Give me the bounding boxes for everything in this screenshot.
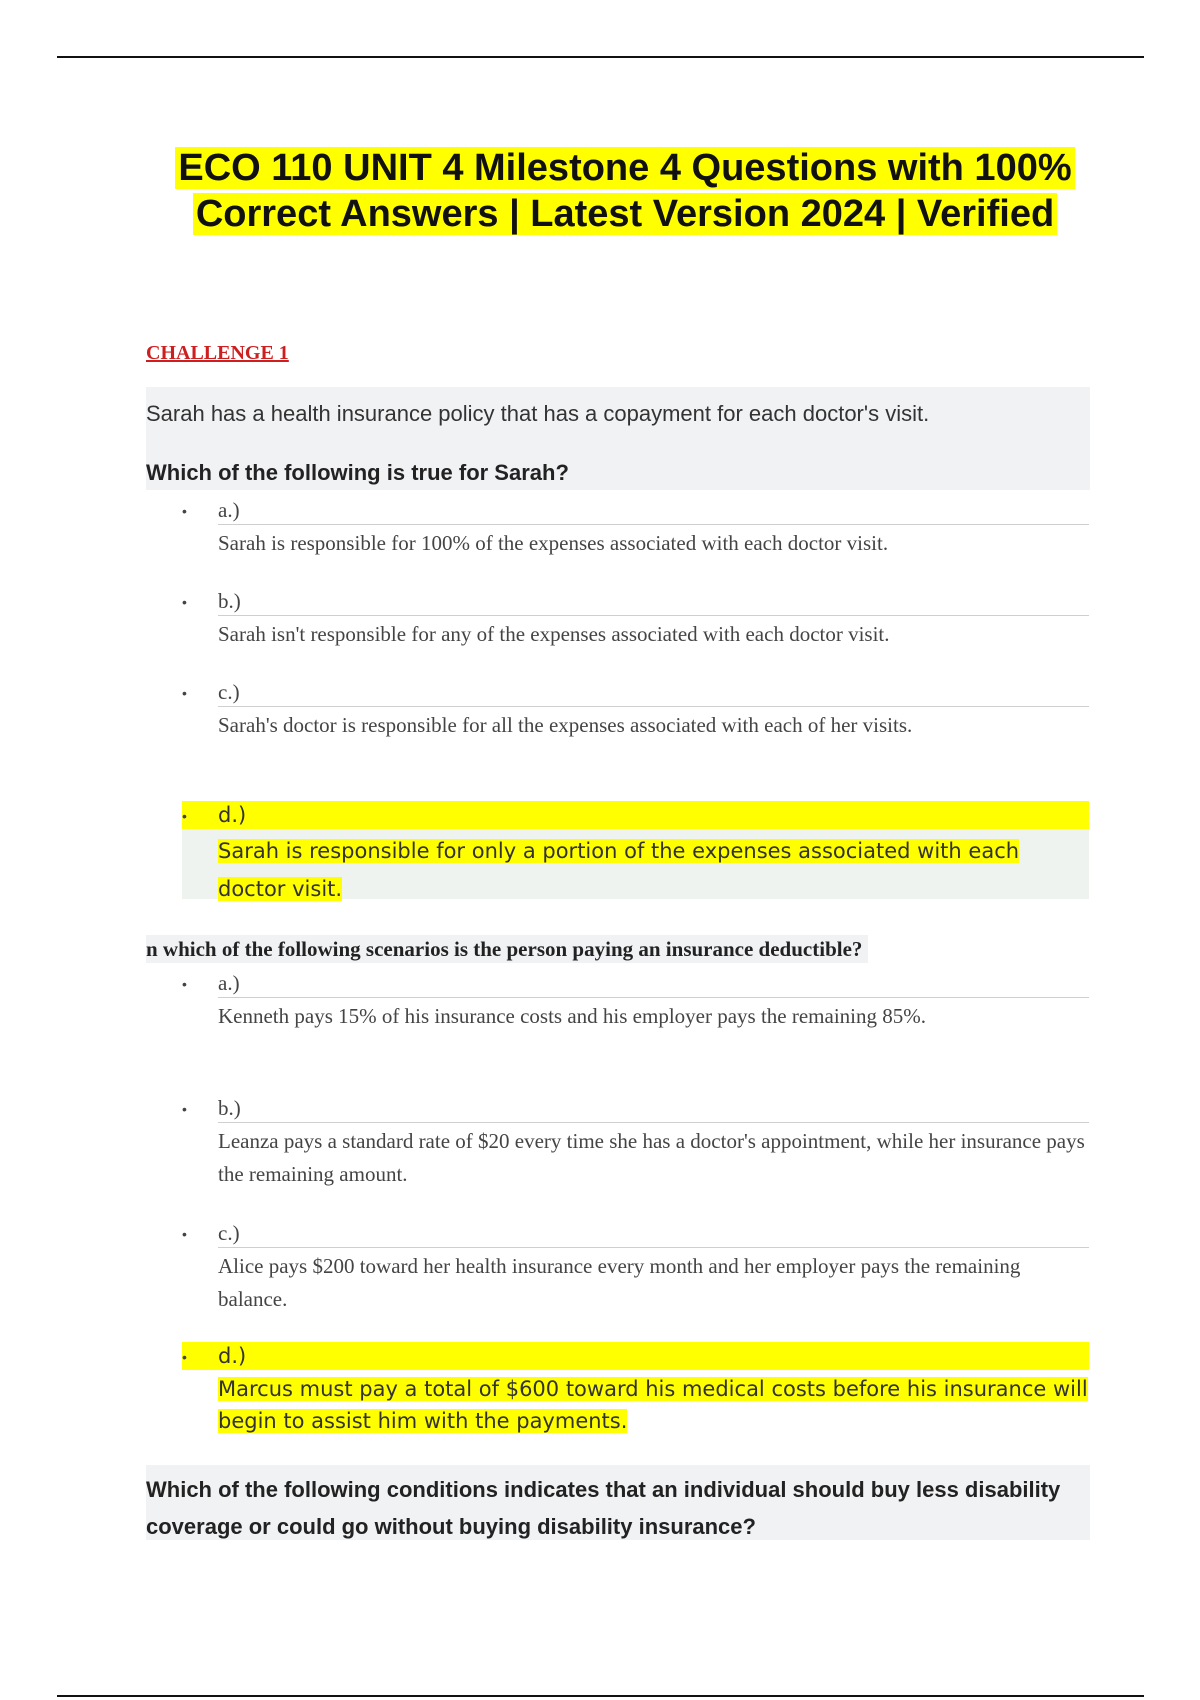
option-letter: a.) (218, 496, 1089, 525)
question-1-box (146, 387, 1090, 490)
option-text: Kenneth pays 15% of his insurance costs and his employer pays the remaining 85%. (218, 1004, 927, 1028)
bullet-icon: • (182, 808, 187, 824)
document-title (100, 145, 1150, 237)
title-line-1: ECO 110 UNIT 4 Milestone 4 Questions with 100% (175, 147, 1074, 189)
question-1-prompt: Which of the following is true for Sarah? (146, 460, 569, 485)
option-text: Alice pays $200 toward her health insurance every month and her employer pays the remaining balance. (218, 1254, 1021, 1311)
bullet-icon: • (182, 503, 187, 519)
option-letter: d.) (218, 803, 247, 827)
option-letter: d.) (218, 1344, 247, 1368)
bullet-icon: • (182, 685, 187, 701)
option-letter: c.) (218, 1219, 1089, 1248)
bullet-icon: • (182, 1101, 187, 1117)
title-line-2: Correct Answers | Latest Version 2024 | Verified (193, 193, 1057, 235)
option-letter: a.) (218, 969, 1089, 998)
option-letter: b.) (218, 1094, 1089, 1123)
correct-answer-text: Sarah is responsible for only a portion of the expenses associated with each doctor visit. (218, 839, 1020, 901)
question-2-prompt: n which of the following scenarios is the person paying an insurance deductible? (146, 935, 868, 963)
correct-answer-text: Marcus must pay a total of $600 toward his medical costs before his insurance will begin to assist him with the payments. (218, 1377, 1088, 1433)
option-text-wrap (218, 832, 1088, 908)
option-text-wrap (218, 1373, 1088, 1437)
challenge-heading: CHALLENGE 1 (146, 342, 289, 364)
bullet-icon: • (182, 1349, 187, 1365)
option-letter: b.) (218, 587, 1089, 616)
bullet-icon: • (182, 594, 187, 610)
question-3-prompt: Which of the following conditions indicates that an individual should buy less disability coverage or could go without buying disability insurance? (146, 1477, 1061, 1539)
bottom-rule (57, 1695, 1144, 1697)
question-1-intro: Sarah has a health insurance policy that has a copayment for each doctor's visit. (146, 401, 930, 426)
question-3-box (146, 1465, 1090, 1540)
option-text: Sarah is responsible for 100% of the expenses associated with each doctor visit. (218, 531, 889, 555)
option-letter: c.) (218, 678, 1089, 707)
bullet-icon: • (182, 976, 187, 992)
option-text: Sarah's doctor is responsible for all the expenses associated with each of her visits. (218, 713, 913, 737)
bullet-icon: • (182, 1226, 187, 1242)
option-text: Sarah isn't responsible for any of the expenses associated with each doctor visit. (218, 622, 890, 646)
option-text: Leanza pays a standard rate of $20 every time she has a doctor's appointment, while her insurance pays the remaining amount. (218, 1129, 1085, 1186)
top-rule (57, 56, 1144, 58)
